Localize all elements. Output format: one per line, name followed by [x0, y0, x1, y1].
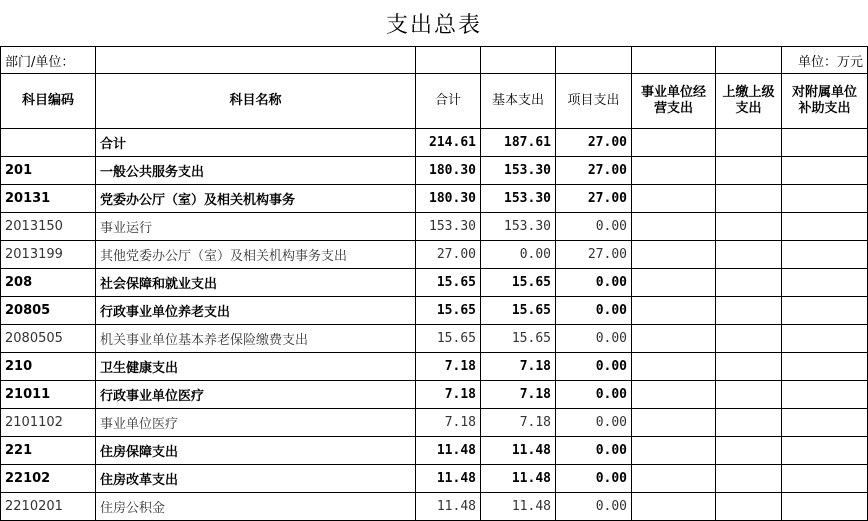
project-cell[interactable]: 0.00: [556, 213, 632, 241]
business-cell[interactable]: [632, 325, 716, 353]
project-cell[interactable]: 0.00: [556, 297, 632, 325]
total-cell[interactable]: 153.30: [416, 213, 481, 241]
table-row: [1, 381, 868, 409]
table-row: [1, 409, 868, 437]
subsidy-cell[interactable]: [782, 437, 868, 465]
subsidy-cell[interactable]: [782, 157, 868, 185]
subsidy-cell[interactable]: [782, 129, 868, 157]
subject-code-cell[interactable]: 2013199: [1, 241, 96, 269]
business-cell[interactable]: [632, 437, 716, 465]
table-row: [1, 213, 868, 241]
subject-name-cell[interactable]: 党委办公厅（室）及相关机构事务: [96, 185, 416, 213]
subject-name-cell[interactable]: 行政事业单位医疗: [96, 381, 416, 409]
basic-cell[interactable]: 7.18: [481, 409, 556, 437]
basic-cell[interactable]: 153.30: [481, 157, 556, 185]
business-cell[interactable]: [632, 493, 716, 521]
subject-name-cell[interactable]: 事业运行: [96, 213, 416, 241]
basic-cell[interactable]: 15.65: [481, 297, 556, 325]
header-row: [1, 74, 868, 129]
project-cell[interactable]: 27.00: [556, 157, 632, 185]
subject-name-cell[interactable]: 事业单位医疗: [96, 409, 416, 437]
meta-cell[interactable]: [716, 47, 782, 74]
upper-cell[interactable]: [716, 297, 782, 325]
upper-cell[interactable]: [716, 381, 782, 409]
subsidy-cell[interactable]: [782, 185, 868, 213]
upper-cell[interactable]: [716, 241, 782, 269]
subject-code-cell[interactable]: 22102: [1, 465, 96, 493]
business-cell[interactable]: [632, 269, 716, 297]
subject-name-cell[interactable]: 行政事业单位养老支出: [96, 297, 416, 325]
table-row: [1, 185, 868, 213]
table-row: [1, 325, 868, 353]
project-cell[interactable]: 0.00: [556, 325, 632, 353]
basic-cell[interactable]: 15.65: [481, 269, 556, 297]
business-cell[interactable]: [632, 381, 716, 409]
table-row: [1, 465, 868, 493]
meta-row: [1, 47, 868, 74]
meta-cell[interactable]: [632, 47, 716, 74]
subject-code-cell[interactable]: 208: [1, 269, 96, 297]
upper-cell[interactable]: [716, 325, 782, 353]
basic-cell[interactable]: 187.61: [481, 129, 556, 157]
total-cell[interactable]: 27.00: [416, 241, 481, 269]
unit-label: 单位：万元: [782, 47, 868, 74]
upper-cell[interactable]: [716, 353, 782, 381]
subject-name-cell[interactable]: 一般公共服务支出: [96, 157, 416, 185]
project-cell[interactable]: 0.00: [556, 353, 632, 381]
header-subsidy: 对附属单位补助支出: [782, 74, 868, 129]
total-cell[interactable]: 15.65: [416, 325, 481, 353]
subject-code-cell[interactable]: 201: [1, 157, 96, 185]
subject-code-cell[interactable]: [1, 129, 96, 157]
header-business: 事业单位经营支出: [632, 74, 716, 129]
subsidy-cell[interactable]: [782, 353, 868, 381]
subsidy-cell[interactable]: [782, 409, 868, 437]
subject-name-cell[interactable]: 合计: [96, 129, 416, 157]
upper-cell[interactable]: [716, 185, 782, 213]
total-cell[interactable]: 11.48: [416, 493, 481, 521]
header-name: 科目名称: [96, 74, 416, 129]
subject-code-cell[interactable]: 2101102: [1, 409, 96, 437]
upper-cell[interactable]: [716, 129, 782, 157]
subject-name-cell[interactable]: 住房改革支出: [96, 465, 416, 493]
table-row: [1, 297, 868, 325]
header-upper: 上缴上级支出: [716, 74, 782, 129]
table-row: [1, 493, 868, 521]
subject-code-cell[interactable]: 210: [1, 353, 96, 381]
header-project: 项目支出: [556, 74, 632, 129]
subject-code-cell[interactable]: 2210201: [1, 493, 96, 521]
upper-cell[interactable]: [716, 437, 782, 465]
business-cell[interactable]: [632, 157, 716, 185]
subject-code-cell[interactable]: 221: [1, 437, 96, 465]
subsidy-cell[interactable]: [782, 297, 868, 325]
upper-cell[interactable]: [716, 213, 782, 241]
header-total: 合计: [416, 74, 481, 129]
subsidy-cell[interactable]: [782, 269, 868, 297]
basic-cell[interactable]: 7.18: [481, 353, 556, 381]
business-cell[interactable]: [632, 353, 716, 381]
subsidy-cell[interactable]: [782, 241, 868, 269]
subsidy-cell[interactable]: [782, 381, 868, 409]
basic-cell[interactable]: 0.00: [481, 241, 556, 269]
subject-code-cell[interactable]: 20805: [1, 297, 96, 325]
upper-cell[interactable]: [716, 409, 782, 437]
subject-code-cell[interactable]: 20131: [1, 185, 96, 213]
upper-cell[interactable]: [716, 157, 782, 185]
subject-code-cell[interactable]: 21011: [1, 381, 96, 409]
subject-name-cell[interactable]: 其他党委办公厅（室）及相关机构事务支出: [96, 241, 416, 269]
subject-code-cell[interactable]: 2013150: [1, 213, 96, 241]
total-cell[interactable]: 11.48: [416, 465, 481, 493]
meta-cell[interactable]: [481, 47, 556, 74]
total-cell[interactable]: 7.18: [416, 353, 481, 381]
basic-cell[interactable]: 11.48: [481, 493, 556, 521]
subsidy-cell[interactable]: [782, 325, 868, 353]
subject-name-cell[interactable]: 住房保障支出: [96, 437, 416, 465]
basic-cell[interactable]: 11.48: [481, 465, 556, 493]
header-basic: 基本支出: [481, 74, 556, 129]
table-row: [1, 437, 868, 465]
expenditure-table: [0, 46, 868, 521]
meta-cell[interactable]: [416, 47, 481, 74]
total-cell[interactable]: 11.48: [416, 437, 481, 465]
upper-cell[interactable]: [716, 465, 782, 493]
table-row: [1, 129, 868, 157]
project-cell[interactable]: 27.00: [556, 129, 632, 157]
business-cell[interactable]: [632, 297, 716, 325]
project-cell[interactable]: 0.00: [556, 465, 632, 493]
project-cell[interactable]: 27.00: [556, 185, 632, 213]
subject-code-cell[interactable]: 2080505: [1, 325, 96, 353]
upper-cell[interactable]: [716, 269, 782, 297]
total-cell[interactable]: 180.30: [416, 157, 481, 185]
subsidy-cell[interactable]: [782, 493, 868, 521]
basic-cell[interactable]: 153.30: [481, 185, 556, 213]
total-cell[interactable]: 15.65: [416, 297, 481, 325]
table-row: [1, 269, 868, 297]
subject-name-cell[interactable]: 住房公积金: [96, 493, 416, 521]
business-cell[interactable]: [632, 129, 716, 157]
basic-cell[interactable]: 153.30: [481, 213, 556, 241]
project-cell[interactable]: 0.00: [556, 269, 632, 297]
dept-value-cell[interactable]: [96, 47, 416, 74]
total-cell[interactable]: 180.30: [416, 185, 481, 213]
meta-cell[interactable]: [556, 47, 632, 74]
report-title: 支出总表: [385, 12, 482, 38]
total-cell[interactable]: 7.18: [416, 409, 481, 437]
basic-cell[interactable]: 11.48: [481, 437, 556, 465]
business-cell[interactable]: [632, 409, 716, 437]
total-cell[interactable]: 15.65: [416, 269, 481, 297]
subject-name-cell[interactable]: 机关事业单位基本养老保险缴费支出: [96, 325, 416, 353]
table-row: [1, 353, 868, 381]
business-cell[interactable]: [632, 185, 716, 213]
project-cell[interactable]: 0.00: [556, 381, 632, 409]
basic-cell[interactable]: 7.18: [481, 381, 556, 409]
dept-label: 部门/单位：: [1, 47, 96, 74]
business-cell[interactable]: [632, 213, 716, 241]
project-cell[interactable]: 27.00: [556, 241, 632, 269]
subject-name-cell[interactable]: 卫生健康支出: [96, 353, 416, 381]
total-cell[interactable]: 7.18: [416, 381, 481, 409]
header-code: 科目编码: [1, 74, 96, 129]
upper-cell[interactable]: [716, 493, 782, 521]
basic-cell[interactable]: 15.65: [481, 325, 556, 353]
table-row: [1, 157, 868, 185]
business-cell[interactable]: [632, 465, 716, 493]
project-cell[interactable]: 0.00: [556, 409, 632, 437]
business-cell[interactable]: [632, 241, 716, 269]
subject-name-cell[interactable]: 社会保障和就业支出: [96, 269, 416, 297]
total-cell[interactable]: 214.61: [416, 129, 481, 157]
subsidy-cell[interactable]: [782, 465, 868, 493]
table-row: [1, 241, 868, 269]
project-cell[interactable]: 0.00: [556, 493, 632, 521]
subsidy-cell[interactable]: [782, 213, 868, 241]
project-cell[interactable]: 0.00: [556, 437, 632, 465]
